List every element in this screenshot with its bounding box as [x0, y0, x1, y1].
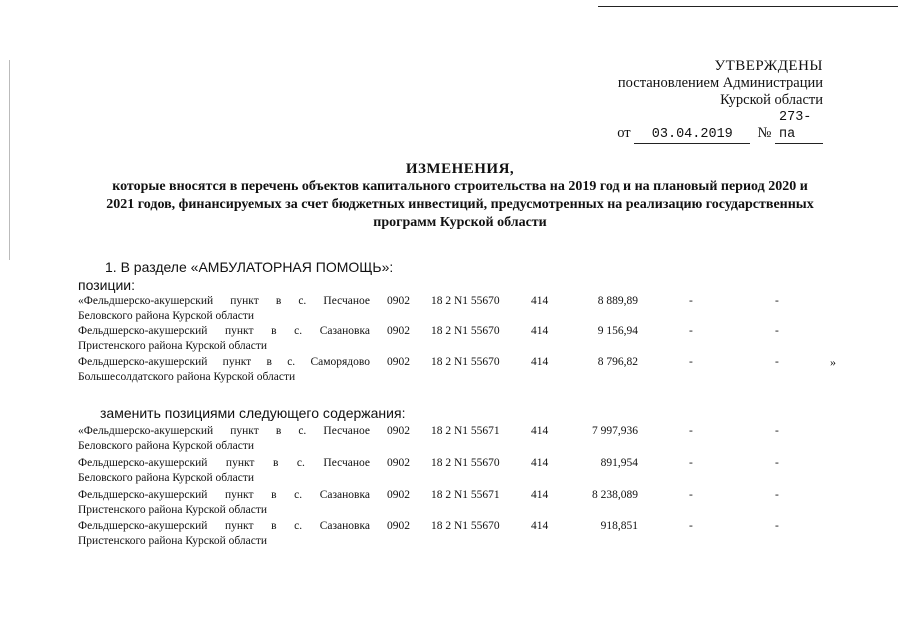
amount-2019-cell: 8 796,82 [597, 356, 638, 368]
title-line-2: 2021 годов, финансируемых за счет бюджетных инвестиций, предусмотренных на реализацию государственных [106, 197, 814, 212]
object-name-cell [78, 488, 370, 518]
expense-type-cell: 414 [531, 356, 549, 368]
document-title [40, 160, 880, 232]
approval-line-1: постановлением Администрации [617, 75, 823, 91]
object-name-line-2: Беловского района Курской области [78, 440, 254, 452]
object-name-line-1: Фельдшерско-акушерский пункт в с. Песчаное [78, 457, 370, 469]
object-name-line-2: Большесолдатского района Курской области [78, 371, 296, 383]
table-row [78, 424, 858, 456]
positions-label: позиции: [78, 277, 135, 293]
approval-heading: УТВЕРЖДЕНЫ [714, 58, 823, 74]
section-code-cell: 0902 [387, 325, 410, 337]
target-article-cell: 18 2 N1 55670 [431, 356, 500, 368]
amount-2019-cell: 8 889,89 [597, 295, 638, 307]
expense-type-cell: 414 [531, 425, 549, 437]
title-heading: ИЗМЕНЕНИЯ, [405, 161, 515, 177]
title-line-1: которые вносятся в перечень объектов капитального строительства на 2019 год и на плановый период 2020 и [112, 179, 808, 194]
number-label: № [757, 125, 772, 141]
amount-2020-cell: - [689, 356, 693, 368]
object-name-line-2: Пристенского района Курской области [78, 535, 268, 547]
from-label: от [617, 125, 631, 141]
object-name-line-1: Фельдшерско-акушерский пункт в с. Сазановка [78, 325, 370, 337]
object-name-line-1: Фельдшерско-акушерский пункт в с. Сазановка [78, 520, 370, 532]
amount-2019-cell: 7 997,936 [592, 425, 638, 437]
object-name-line-1: Фельдшерско-акушерский пункт в с. Саморядово [78, 356, 370, 368]
amount-2019-cell: 9 156,94 [597, 325, 638, 337]
section-title: 1. В разделе «АМБУЛАТОРНАЯ ПОМОЩЬ»: [105, 259, 394, 275]
closing-quote: » [830, 355, 836, 369]
expense-type-cell: 414 [531, 295, 549, 307]
section-code-cell: 0902 [387, 356, 410, 368]
table-row [78, 488, 858, 520]
object-name-line-2: Беловского района Курской области [78, 310, 254, 322]
amount-2021-cell: - [775, 425, 779, 437]
left-margin-rule [9, 60, 10, 260]
amount-2020-cell: - [689, 425, 693, 437]
approval-number: 273-па [775, 109, 823, 144]
object-name-line-1: «Фельдшерско-акушерский пункт в с. Песчаное [78, 425, 370, 437]
object-name-cell [78, 456, 370, 486]
approval-date: 03.04.2019 [634, 126, 750, 144]
section-code-cell: 0902 [387, 425, 410, 437]
top-rule [598, 6, 898, 7]
approval-date-line [617, 109, 823, 144]
expense-type-cell: 414 [531, 489, 549, 501]
object-name-line-2: Пристенского района Курской области [78, 504, 268, 516]
amount-2021-cell: - [775, 457, 779, 469]
amount-2020-cell: - [689, 295, 693, 307]
amount-2021-cell: - [775, 325, 779, 337]
amount-2019-cell: 891,954 [600, 457, 638, 469]
amount-2020-cell: - [689, 457, 693, 469]
table-row [78, 519, 858, 551]
amount-2019-cell: 8 238,089 [592, 489, 638, 501]
section-code-cell: 0902 [387, 489, 410, 501]
target-article-cell: 18 2 N1 55670 [431, 295, 500, 307]
target-article-cell: 18 2 N1 55671 [431, 425, 500, 437]
expense-type-cell: 414 [531, 325, 549, 337]
target-article-cell: 18 2 N1 55670 [431, 325, 500, 337]
object-name-line-2: Беловского района Курской области [78, 472, 254, 484]
amount-2021-cell: - [775, 489, 779, 501]
object-name-cell [78, 424, 370, 454]
amount-2019-cell: 918,851 [600, 520, 638, 532]
object-name-cell [78, 355, 370, 385]
object-name-cell [78, 324, 370, 354]
object-name-cell [78, 519, 370, 549]
replace-label: заменить позициями следующего содержания: [100, 405, 406, 421]
amount-2021-cell: - [775, 295, 779, 307]
object-name-line-1: «Фельдшерско-акушерский пункт в с. Песчаное [78, 295, 370, 307]
section-code-cell: 0902 [387, 520, 410, 532]
table-row [78, 456, 858, 488]
amount-2020-cell: - [689, 520, 693, 532]
approval-block [617, 58, 823, 144]
object-name-line-1: Фельдшерско-акушерский пункт в с. Сазановка [78, 489, 370, 501]
object-name-cell [78, 294, 370, 324]
amount-2021-cell: - [775, 520, 779, 532]
table-row [78, 355, 858, 387]
object-name-line-2: Пристенского района Курской области [78, 340, 268, 352]
target-article-cell: 18 2 N1 55670 [431, 520, 500, 532]
amount-2020-cell: - [689, 489, 693, 501]
section-code-cell: 0902 [387, 295, 410, 307]
target-article-cell: 18 2 N1 55670 [431, 457, 500, 469]
section-code-cell: 0902 [387, 457, 410, 469]
approval-line-2: Курской области [720, 92, 823, 108]
amount-2021-cell: - [775, 356, 779, 368]
table-row [78, 324, 858, 356]
title-line-3: программ Курской области [373, 215, 547, 230]
expense-type-cell: 414 [531, 457, 549, 469]
expense-type-cell: 414 [531, 520, 549, 532]
table-row [78, 294, 858, 326]
target-article-cell: 18 2 N1 55671 [431, 489, 500, 501]
amount-2020-cell: - [689, 325, 693, 337]
